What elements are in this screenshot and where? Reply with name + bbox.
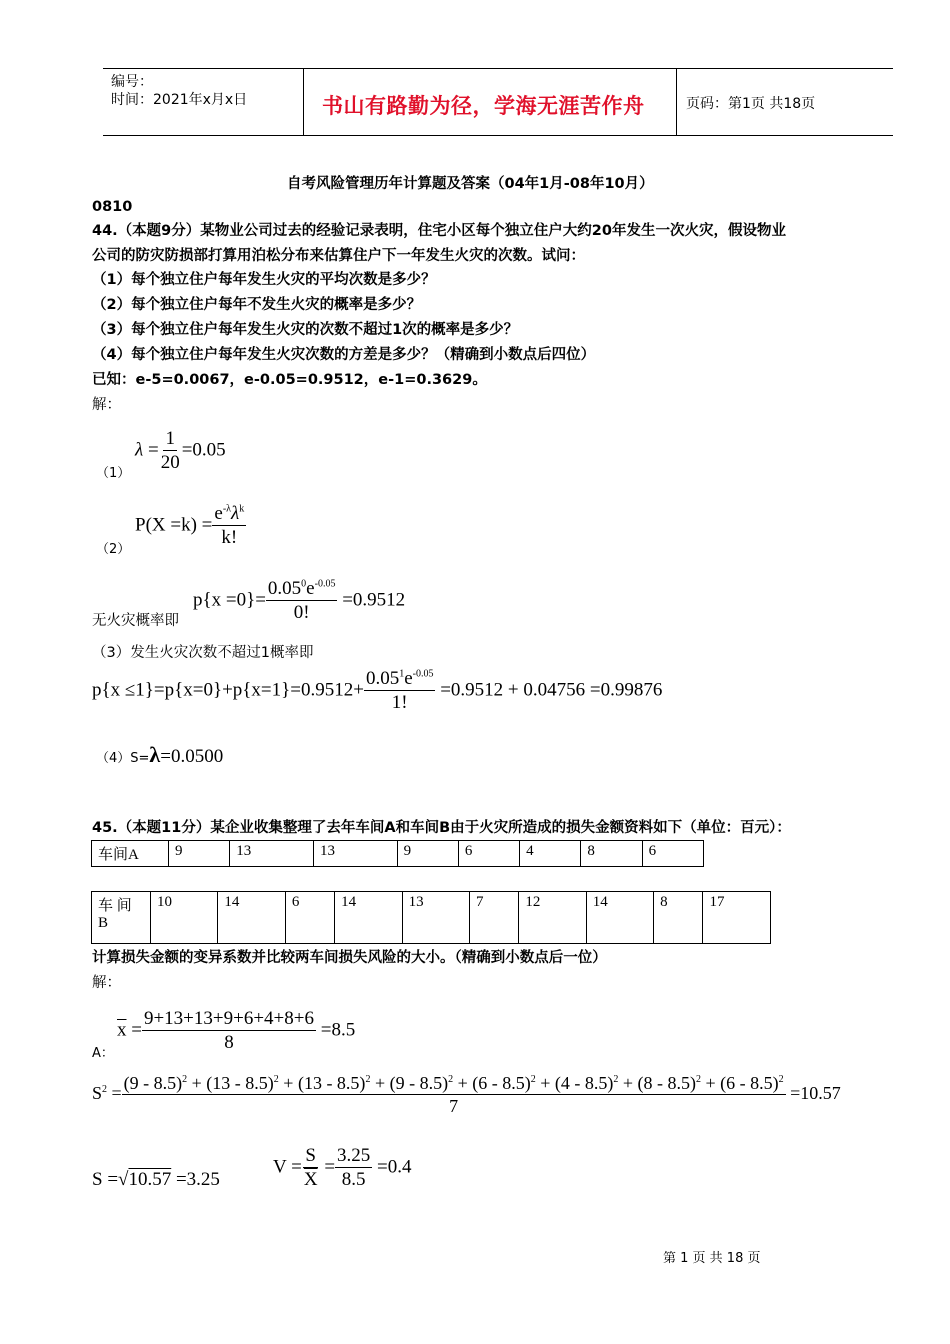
table-label-cell: 车间A xyxy=(92,841,169,867)
q44-solve-label: 解： xyxy=(92,397,121,413)
answer-4-label: （4）S= xyxy=(96,751,150,766)
at-most-one-formula: p{x ≤1}=p{x=0}+p{x=1}=0.9512+ $\frac{0.05^1e^{-0.05}}{1!}$ =0.9512 + 0.04756 =0.99876 xyxy=(92,668,663,713)
table-cell: 14 xyxy=(586,892,653,944)
std-dev-formula: S =√10.57 =3.25 xyxy=(92,1169,220,1190)
table-cell: 14 xyxy=(335,892,402,944)
header-top-rule xyxy=(103,68,893,69)
header-bottom-rule xyxy=(103,135,893,136)
header-page-label: 页码：第1页 共18页 xyxy=(686,96,816,112)
workshop-b-table xyxy=(91,891,771,944)
header-motto: 书山有路勤为径，学海无涯苦作舟 xyxy=(322,94,645,118)
table-label-top: 车 间 xyxy=(98,898,132,914)
answer-4-value: =0.0500 xyxy=(160,746,224,767)
answer-1-label: （1） xyxy=(96,466,131,481)
header-divider xyxy=(676,68,677,136)
lambda-formula: λ = $\frac{1}{20}$ =0.05 xyxy=(135,428,226,473)
exam-code: 0810 xyxy=(92,199,133,215)
lambda-symbol: λ xyxy=(149,742,161,767)
poisson-formula: P(X =k) = $\frac{e^{-\lambda}\lambda^k}{k!}$ xyxy=(135,503,245,548)
answer-a-label: A： xyxy=(92,1046,114,1061)
header-time-label: 时间：2021年x月x日 xyxy=(111,92,248,108)
table-label-bottom: B xyxy=(98,915,109,931)
table-cell: 9 xyxy=(169,841,230,867)
table-cell: 9 xyxy=(397,841,458,867)
table-row xyxy=(92,841,704,867)
answer-2-label: （2） xyxy=(96,542,131,557)
q45-solve-label: 解： xyxy=(92,975,121,991)
table-label-cell xyxy=(92,892,151,944)
q44-line2: 公司的防灾防损部打算用泊松分布来估算住户下一年发生火灾的次数。试问： xyxy=(92,248,585,264)
table-cell: 14 xyxy=(218,892,285,944)
table-cell: 7 xyxy=(469,892,518,944)
mean-formula: $\overline{x}$ = $\frac{9+13+13+9+6+4+8+6}{8}$ =8.5 xyxy=(117,1008,356,1053)
no-fire-label: 无火灾概率即 xyxy=(92,613,179,629)
table-cell: 13 xyxy=(230,841,314,867)
workshop-a-table xyxy=(91,840,704,867)
q44-known: 已知：e-5=0.0067，e-0.05=0.9512，e-1=0.3629。 xyxy=(92,372,487,388)
table-cell: 8 xyxy=(581,841,642,867)
variance-formula: $S^2$ = (9 - 8.5)$^2$ + (13 - 8.5)$^2$ + (13 - 8.5)$^2$ + (9 - 8.5)$^2$ + (6 - 8.5)$^2$ + (4 - 8.5)$^2$ + (8 - 8.5)$^2$ + (6 - 8.5)$^2$ 7 =10.57 xyxy=(92,1073,841,1116)
table-cell: 13 xyxy=(313,841,397,867)
header-number-label: 编号： xyxy=(111,74,153,90)
table-cell: 6 xyxy=(642,841,703,867)
table-cell: 4 xyxy=(520,841,581,867)
table-cell: 8 xyxy=(654,892,703,944)
table-row xyxy=(92,892,771,944)
answer-3-label: （3）发生火灾次数不超过1概率即 xyxy=(92,645,314,661)
table-cell: 6 xyxy=(285,892,334,944)
table-cell: 6 xyxy=(458,841,519,867)
table-cell: 13 xyxy=(402,892,469,944)
footer-page-number: 第 1 页 共 18 页 xyxy=(663,1251,761,1266)
q44-item-4: （4）每个独立住户每年发生火灾次数的方差是多少？（精确到小数点后四位） xyxy=(92,347,596,363)
variation-coefficient-formula: V = $\frac{S}{X}$ = $\frac{3.25}{8.5}$ =0.4 xyxy=(273,1145,412,1190)
q44-item-2: （2）每个独立住户每年不发生火灾的概率是多少？ xyxy=(92,297,422,313)
table-cell: 10 xyxy=(151,892,218,944)
table-cell: 12 xyxy=(519,892,586,944)
q45-line1: 45.（本题11分）某企业收集整理了去年车间A和车间B由于火灾所造成的损失金额资料如下（单位：百元）： xyxy=(92,820,791,836)
no-fire-formula: p{x =0}= $\frac{0.05^0e^{-0.05}}{0!}$ =0.9512 xyxy=(193,578,406,623)
q44-line1: 44.（本题9分）某物业公司过去的经验记录表明，住宅小区每个独立住户大约20年发生一次火灾，假设物业 xyxy=(92,223,786,239)
q45-question: 计算损失金额的变异系数并比较两车间损失风险的大小。（精确到小数点后一位） xyxy=(92,950,607,966)
header-divider xyxy=(303,68,304,136)
document-title: 自考风险管理历年计算题及答案（04年1月-08年10月） xyxy=(287,176,654,192)
q44-item-1: （1）每个独立住户每年发生火灾的平均次数是多少？ xyxy=(92,272,436,288)
q44-item-3: （3）每个独立住户每年发生火灾的次数不超过1次的概率是多少？ xyxy=(92,322,519,338)
table-cell: 17 xyxy=(703,892,771,944)
answer-4 xyxy=(96,742,223,768)
